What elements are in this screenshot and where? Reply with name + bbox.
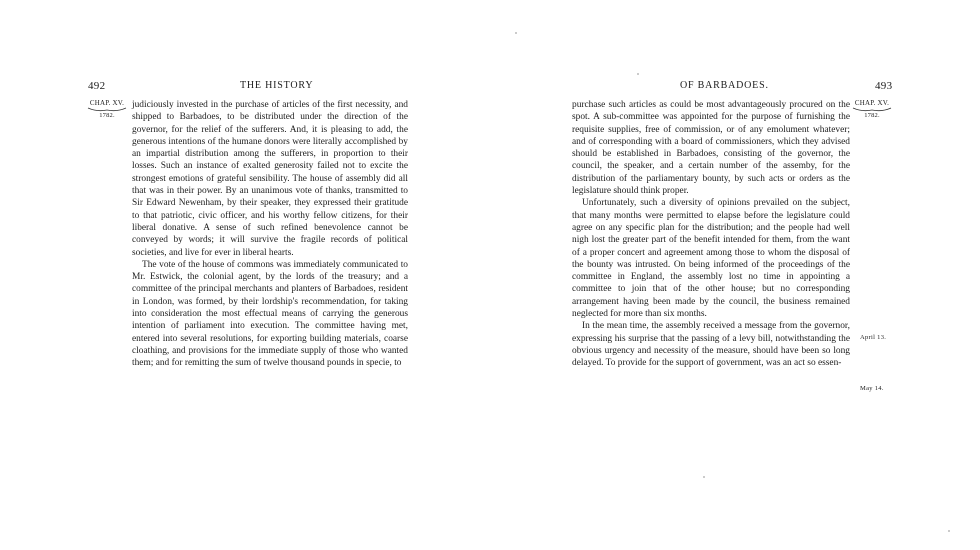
chapter-label: CHAP. XV.	[854, 99, 890, 107]
chapter-label: CHAP. XV.	[89, 99, 125, 107]
chapter-note-right	[850, 99, 894, 120]
chapter-year: 1782.	[99, 112, 115, 119]
scan-speck	[948, 530, 950, 532]
page-number-right: 493	[875, 80, 893, 92]
paragraph: judiciously invested in the purchase of articles of the first necessity, and shipped to Barbadoes, to be distributed under the direction of the governor, for the relief of the sufferers. And, it is pleasing to add, the generous intentions of the humane donors were literally accomplished by an impartial distribution among the sufferers, in proportion to their losses. Such an instance of exalted generosity failed not to excite the strongest emotions of grateful sensibility. The house of assembly did all that was in their power. By an unanimous vote of thanks, transmitted to Sir Edward Newenham, by their speaker, they expressed their gratitude to that patriotic, civic officer, and his worthy fellow citizens, for their liberal donative. A sense of such refined benevolence cannot be conveyed by words; it will survive the fragile records of political societies, and live for ever in liberal hearts.	[132, 100, 408, 258]
paragraph: Unfortunately, such a diversity of opinions prevailed on the subject, that many months were permitted to elapse before the legislature could agree on any specific plan for the distribution; and the people had well nigh lost the greater part of the benefit intended for them, from the want of a proper concert and agreement among those to whom the disposal of the bounty was intrusted. On being informed of the proceedings of the committee in England, the assembly lost no time in appointing a committee to join that of the other house; but no corresponding arrangement having been made by the council, the business remained neglected for more than six months.	[572, 198, 850, 320]
running-head-left: THE HISTORY	[240, 80, 314, 91]
right-page	[490, 0, 980, 550]
margin-note-date: April 13.	[860, 334, 887, 341]
paragraph: purchase such articles as could be most advantageously procured on the spot. A sub-committee was appointed for the purpose of furnishing the requisite supplies, free of commission, or of any emolument whatever; and of corresponding with a board of commissioners, which they advised should be established in Barbadoes, consisting of the governor, the council, the speaker, and a certain number of the assemby, for the distribution of the parliamentary bounty, by such acts or orders as the legislature should think proper.	[572, 100, 850, 197]
body-text-right	[572, 99, 850, 370]
paragraph: In the mean time, the assembly received a message from the governor, expressing his surprise that the passing of a levy bill, notwithstanding the obvious urgency and necessity of the measure, should have been so long delayed. To provide for the support of government, was an act so essen-	[572, 321, 850, 369]
page-number-left: 492	[88, 80, 106, 92]
running-head-right: OF BARBADOES.	[680, 80, 769, 91]
scan-speck	[515, 32, 517, 34]
margin-note-date: May 14.	[860, 385, 884, 392]
scan-speck	[703, 476, 705, 478]
scan-speck	[637, 73, 639, 75]
body-text-left	[132, 99, 408, 370]
chapter-year: 1782.	[864, 112, 880, 119]
chapter-note-left	[86, 99, 128, 120]
paragraph: The vote of the house of commons was immediately communicated to Mr. Estwick, the colonial agent, by the lords of the treasury; and a committee of the principal merchants and planters of Barbadoes, resident in London, was formed, by their lordship's recommendation, for taking into consideration the most effectual means of carrying the generous intention of parliament into execution. The committee having met, entered into several resolutions, for exporting building materials, coarse cloathing, and provisions for the immediate supply of those who wanted them; and for remitting the sum of twelve thousand pounds in specie, to	[132, 259, 408, 369]
